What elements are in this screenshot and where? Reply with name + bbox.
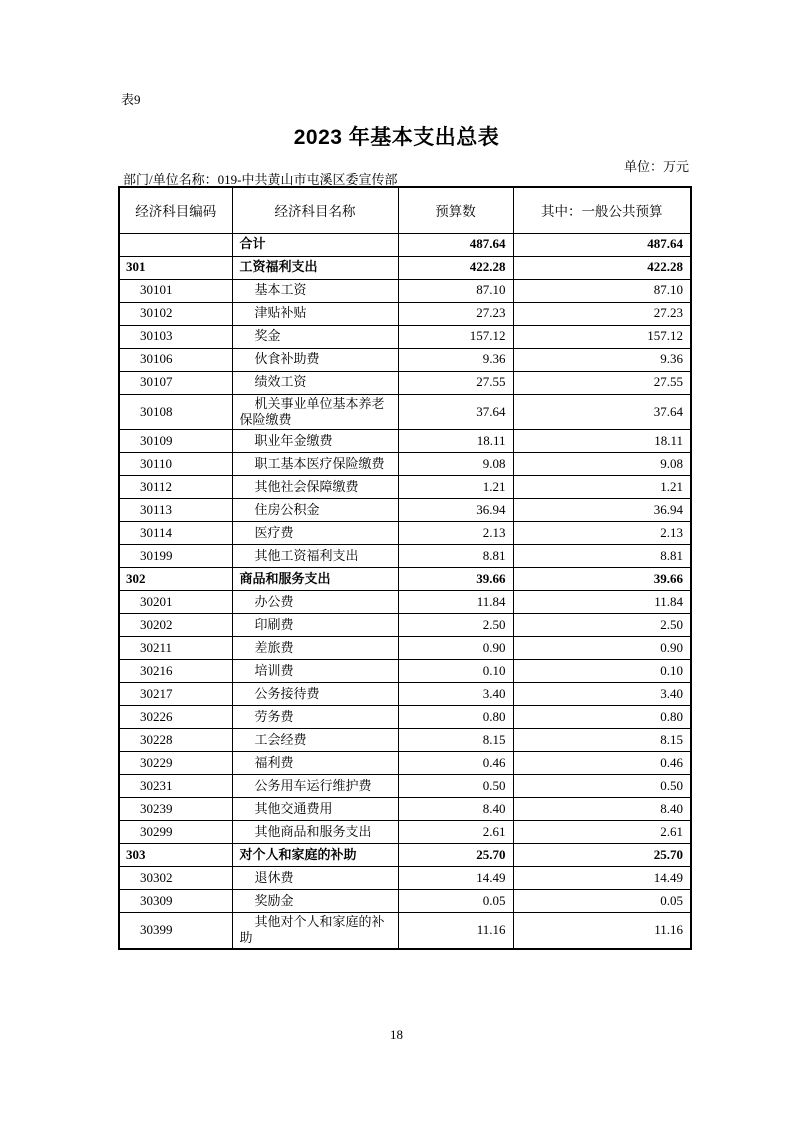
cell-general-public-budget-amount: 0.50 [513,775,691,798]
table-header-row [119,187,691,233]
table-row [119,729,691,752]
cell-economic-name: 奖金 [232,325,398,348]
table-row [119,775,691,798]
cell-economic-code: 30107 [119,371,232,394]
table-row [119,752,691,775]
cell-economic-name: 其他社会保障缴费 [232,476,398,499]
table-body [119,233,691,949]
cell-economic-name: 商品和服务支出 [232,568,398,591]
column-header-budget: 预算数 [398,187,513,233]
table-row [119,913,691,949]
cell-general-public-budget-amount: 0.80 [513,706,691,729]
cell-economic-name: 职工基本医疗保险缴费 [232,453,398,476]
cell-economic-code: 30109 [119,430,232,453]
cell-economic-name: 其他对个人和家庭的补助 [232,913,398,949]
cell-budget-amount: 1.21 [398,476,513,499]
table-row [119,821,691,844]
cell-budget-amount: 9.08 [398,453,513,476]
cell-general-public-budget-amount: 8.81 [513,545,691,568]
table-row [119,591,691,614]
budget-table [118,186,692,950]
table-row [119,568,691,591]
cell-general-public-budget-amount: 87.10 [513,279,691,302]
cell-economic-name: 奖励金 [232,890,398,913]
cell-economic-name: 劳务费 [232,706,398,729]
cell-economic-code: 30102 [119,302,232,325]
table-row [119,660,691,683]
table-row [119,279,691,302]
cell-general-public-budget-amount: 11.84 [513,591,691,614]
cell-budget-amount: 0.80 [398,706,513,729]
cell-budget-amount: 0.46 [398,752,513,775]
cell-general-public-budget-amount: 1.21 [513,476,691,499]
cell-economic-code [119,233,232,256]
cell-budget-amount: 9.36 [398,348,513,371]
cell-economic-code: 30108 [119,394,232,430]
cell-budget-amount: 39.66 [398,568,513,591]
cell-economic-code: 30211 [119,637,232,660]
cell-economic-code: 30113 [119,499,232,522]
cell-budget-amount: 8.81 [398,545,513,568]
table-row [119,371,691,394]
table-row [119,348,691,371]
cell-general-public-budget-amount: 9.08 [513,453,691,476]
column-header-code: 经济科目编码 [119,187,232,233]
cell-general-public-budget-amount: 8.40 [513,798,691,821]
table-row [119,683,691,706]
cell-economic-name: 绩效工资 [232,371,398,394]
table-number-label: 表9 [121,92,141,107]
cell-general-public-budget-amount: 11.16 [513,913,691,949]
cell-economic-code: 30110 [119,453,232,476]
cell-budget-amount: 2.61 [398,821,513,844]
cell-economic-name: 职业年金缴费 [232,430,398,453]
cell-general-public-budget-amount: 27.55 [513,371,691,394]
cell-budget-amount: 36.94 [398,499,513,522]
cell-economic-name: 伙食补助费 [232,348,398,371]
cell-general-public-budget-amount: 0.46 [513,752,691,775]
table-row [119,522,691,545]
cell-economic-name: 工资福利支出 [232,256,398,279]
table-row [119,844,691,867]
cell-budget-amount: 2.13 [398,522,513,545]
cell-economic-code: 301 [119,256,232,279]
cell-economic-name: 差旅费 [232,637,398,660]
cell-budget-amount: 487.64 [398,233,513,256]
table-row [119,325,691,348]
cell-budget-amount: 8.15 [398,729,513,752]
cell-general-public-budget-amount: 0.90 [513,637,691,660]
cell-economic-code: 302 [119,568,232,591]
cell-general-public-budget-amount: 27.23 [513,302,691,325]
cell-general-public-budget-amount: 14.49 [513,867,691,890]
cell-general-public-budget-amount: 9.36 [513,348,691,371]
cell-economic-code: 30226 [119,706,232,729]
cell-budget-amount: 2.50 [398,614,513,637]
cell-budget-amount: 37.64 [398,394,513,430]
table-row [119,499,691,522]
cell-budget-amount: 11.16 [398,913,513,949]
cell-budget-amount: 18.11 [398,430,513,453]
table-row [119,637,691,660]
cell-budget-amount: 422.28 [398,256,513,279]
cell-economic-name: 其他交通费用 [232,798,398,821]
cell-economic-name: 其他商品和服务支出 [232,821,398,844]
cell-budget-amount: 0.10 [398,660,513,683]
department-label: 部门/单位名称：019-中共黄山市屯溪区委宣传部 [123,172,398,187]
column-header-name: 经济科目名称 [232,187,398,233]
cell-economic-name: 办公费 [232,591,398,614]
cell-general-public-budget-amount: 25.70 [513,844,691,867]
table-row [119,798,691,821]
cell-economic-name: 其他工资福利支出 [232,545,398,568]
cell-economic-code: 30399 [119,913,232,949]
cell-economic-code: 30201 [119,591,232,614]
cell-general-public-budget-amount: 0.10 [513,660,691,683]
cell-budget-amount: 8.40 [398,798,513,821]
cell-budget-amount: 25.70 [398,844,513,867]
cell-general-public-budget-amount: 37.64 [513,394,691,430]
cell-general-public-budget-amount: 0.05 [513,890,691,913]
table-row [119,545,691,568]
table-row [119,256,691,279]
cell-general-public-budget-amount: 8.15 [513,729,691,752]
cell-budget-amount: 3.40 [398,683,513,706]
table-row [119,476,691,499]
cell-economic-code: 30302 [119,867,232,890]
cell-economic-name: 公务接待费 [232,683,398,706]
cell-budget-amount: 87.10 [398,279,513,302]
cell-economic-code: 30231 [119,775,232,798]
table-row [119,867,691,890]
cell-economic-name: 机关事业单位基本养老保险缴费 [232,394,398,430]
cell-economic-name: 印刷费 [232,614,398,637]
column-header-general-public-budget: 其中：一般公共预算 [513,187,691,233]
cell-general-public-budget-amount: 3.40 [513,683,691,706]
table-row [119,394,691,430]
table-row [119,614,691,637]
cell-economic-code: 30299 [119,821,232,844]
cell-economic-name: 基本工资 [232,279,398,302]
cell-general-public-budget-amount: 2.13 [513,522,691,545]
cell-budget-amount: 0.90 [398,637,513,660]
unit-label: 单位：万元 [623,159,689,174]
cell-economic-code: 30216 [119,660,232,683]
table-row [119,453,691,476]
cell-economic-code: 30229 [119,752,232,775]
cell-economic-name: 公务用车运行维护费 [232,775,398,798]
cell-general-public-budget-amount: 2.61 [513,821,691,844]
cell-economic-code: 303 [119,844,232,867]
table-row [119,302,691,325]
cell-general-public-budget-amount: 36.94 [513,499,691,522]
table-row [119,706,691,729]
cell-economic-code: 30199 [119,545,232,568]
table-row [119,233,691,256]
cell-general-public-budget-amount: 157.12 [513,325,691,348]
cell-economic-name: 福利费 [232,752,398,775]
cell-budget-amount: 0.05 [398,890,513,913]
table-row [119,890,691,913]
cell-budget-amount: 157.12 [398,325,513,348]
cell-general-public-budget-amount: 39.66 [513,568,691,591]
cell-economic-code: 30309 [119,890,232,913]
cell-budget-amount: 0.50 [398,775,513,798]
cell-budget-amount: 27.23 [398,302,513,325]
cell-economic-name: 住房公积金 [232,499,398,522]
cell-economic-code: 30112 [119,476,232,499]
cell-economic-code: 30103 [119,325,232,348]
page-number: 18 [390,1027,403,1042]
cell-general-public-budget-amount: 2.50 [513,614,691,637]
cell-general-public-budget-amount: 422.28 [513,256,691,279]
cell-economic-name: 津贴补贴 [232,302,398,325]
cell-economic-name: 对个人和家庭的补助 [232,844,398,867]
cell-budget-amount: 14.49 [398,867,513,890]
cell-economic-code: 30217 [119,683,232,706]
page-title: 2023 年基本支出总表 [293,126,500,149]
cell-economic-code: 30202 [119,614,232,637]
cell-budget-amount: 27.55 [398,371,513,394]
cell-economic-name: 培训费 [232,660,398,683]
cell-economic-code: 30114 [119,522,232,545]
cell-budget-amount: 11.84 [398,591,513,614]
cell-general-public-budget-amount: 487.64 [513,233,691,256]
cell-economic-name: 工会经费 [232,729,398,752]
cell-economic-name: 退休费 [232,867,398,890]
cell-general-public-budget-amount: 18.11 [513,430,691,453]
cell-economic-name: 合计 [232,233,398,256]
cell-economic-code: 30101 [119,279,232,302]
cell-economic-name: 医疗费 [232,522,398,545]
cell-economic-code: 30106 [119,348,232,371]
table-row [119,430,691,453]
cell-economic-code: 30228 [119,729,232,752]
cell-economic-code: 30239 [119,798,232,821]
